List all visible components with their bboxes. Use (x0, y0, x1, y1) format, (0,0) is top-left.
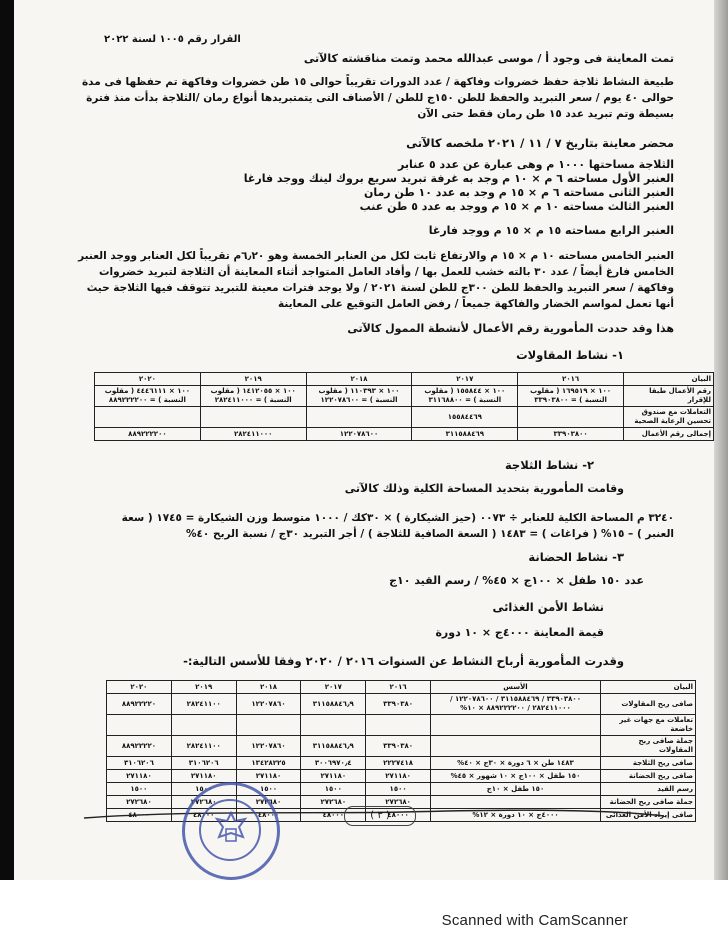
table-cell (306, 407, 412, 428)
decision-reference: القرار رقم ١٠٠٥ لسنة ٢٠٢٢ (104, 34, 241, 45)
table-cell: ٢٧٢٦٨٠ (171, 796, 236, 809)
table-cell: ١٢٢٠٧٨٦٠ (236, 736, 301, 757)
ward-1-line: العنبر الأول مساحته ٦ م × ١٠ م وجد به غرفة تبريد سريع بروك لينك ووجد فارغا (243, 172, 674, 185)
contracting-row (95, 386, 714, 407)
eagle-emblem-icon (209, 807, 253, 851)
table-cell: ١٠٠ × ١٥٥٨٤٤ ( مقلوب النسبة ) = ٣١١٦٨٨٠٠ (412, 386, 518, 407)
table-cell: ١٢٢٠٧٨٦٠ (236, 694, 301, 715)
table-header-cell: ٢٠١٧ (412, 373, 518, 386)
business-volume-intro: هذا وقد حددت المأمورية رقم الأعمال لأنشطة الممول كالآتى (347, 322, 674, 335)
table-cell: ٣١٠٦٢٠٦ (107, 757, 172, 770)
contracting-heading: ١- نشاط المقاولات (516, 348, 624, 362)
table-cell: ١٥٠٠ (107, 783, 172, 796)
table-cell: ٢٧١١٨٠ (171, 770, 236, 783)
table-cell (107, 715, 172, 736)
table-cell (95, 407, 201, 428)
scanner-watermark: Scanned with CamScanner (441, 912, 628, 929)
table-header-cell: البيان (624, 373, 714, 386)
table-cell: رقم الأعمال طبقا للإقرار (624, 386, 714, 407)
food-security-heading: نشاط الأمن الغذائى (492, 600, 604, 614)
activity-description: طبيعة النشاط ثلاجة حفظ خضروات وفاكهة / عدد الدورات تقريباً حوالى ١٥ طن خضروات وفاكهة تم حفظها فى مدة حوالى ٤٠ يوم / سعر التبريد والحفظ للطن ١٥٠ج للطن / الأصناف التى يتمتبريدها أنواع رمان /الثلاجة بدأت منذ فترة بسيطة وتم تبريد عدد ١٥ طن رمان فقط حتى الآن (81, 76, 674, 120)
document-page (14, 0, 714, 880)
table-cell: ٢٨٢٤١١٠٠٠ (200, 428, 306, 441)
table-cell: صافى ربح الحضانة (601, 770, 696, 783)
fridge-heading: ٢- نشاط الثلاجة (504, 458, 594, 472)
table-cell (518, 407, 624, 428)
table-header-cell: ٢٠٢٠ (95, 373, 201, 386)
total-area-intro: وقامت المأمورية بتحديد المساحة الكلية وذلك كالآتى (344, 482, 624, 495)
table-cell: ٣٣٩٠٣٨٠ (366, 694, 431, 715)
table-cell: ٤٨٠٠٠ (236, 809, 301, 822)
table-cell: صافى ربح الثلاجة (601, 757, 696, 770)
table-header-cell: الأسس (431, 681, 601, 694)
table-cell: ٤٨٠٠٠ (301, 809, 366, 822)
table-cell (200, 407, 306, 428)
table-cell: ٣٣٩٠٣٨٠٠ / ٣١١٥٨٨٤٦٩ / ١٢٢٠٧٨٦٠٠ / ٢٨٢٤١١٠٠٠ / ٨٨٩٢٢٢٢٠٠ × ١٠% (431, 694, 601, 715)
table-cell: ٤٨٠٠٠ (171, 809, 236, 822)
table-cell: ٢٧١١٨٠ (236, 770, 301, 783)
table-cell: ١٥٠ طفل × ١٠٠ج × ١٠ شهور × ٤٥% (431, 770, 601, 783)
table-cell: ١٥٠٠ (366, 783, 431, 796)
table-cell: ٣١١٥٨٨٤٦٫٩ (301, 736, 366, 757)
table-cell: ١٠٠ × ٤٤٤٦١١١ ( مقلوب النسبة ) = ٨٨٩٢٢٢٢٠٠ (95, 386, 201, 407)
profit-row (107, 694, 696, 715)
table-cell: ٣١١٥٨٨٤٦٩ (412, 428, 518, 441)
official-stamp (182, 782, 280, 880)
table-cell: ١٤٨٣ طن × ٦ دورة × ٣٠ج × ٤٠% (431, 757, 601, 770)
table-cell: ٢٧١١٨٠ (366, 770, 431, 783)
table-header-cell: ٢٠١٦ (518, 373, 624, 386)
scan-left-border (0, 0, 14, 880)
table-cell: ١٥٠ طفل × ١٠ج (431, 783, 601, 796)
profit-row (107, 736, 696, 757)
table-header-cell: ٢٠١٩ (200, 373, 306, 386)
table-header-cell: ٢٠٢٠ (107, 681, 172, 694)
contracting-row (95, 428, 714, 441)
ward-5-paragraph: العنبر الخامس مساحته ١٠ م × ١٥ م والارتفاع ثابت لكل من العنابر الخمسة وهو ٦٫٢٠م تقريباً لكل العنابر ووجد العنبر الخامس فارغ أيضاً / عدد ٣٠ بالته خشب للعمل بها / وأفاد العامل المتواجد أثناء المعاينة أن الثلاجة لتبريد خضروات وفاكهة / سعر التبريد والحفظ للطن ٣٠٠ج للطن لسنة ٢٠٢١ / ولا يوجد فترات معينة للتبريد تتوقف فيها الثلاجة حيث أنها تعمل لمواسم الخضار والفاكهة جميعاً / رفض العامل التوقيع على المعاينة (78, 250, 674, 310)
table-cell: ١٥٠٠ (236, 783, 301, 796)
scan-right-shadow (714, 0, 728, 880)
fridge-area-line: الثلاجة مساحتها ١٠٠٠ م وهى عبارة عن عدد ٥ عنابر (398, 158, 674, 171)
table-cell: ٢٨٢٤١١٠٠ (171, 736, 236, 757)
profit-row (107, 783, 696, 796)
inspection-report-heading: محضر معاينة بتاريخ ٧ / ١١ / ٢٠٢١ ملخصه كالآتى (406, 136, 674, 150)
table-cell: ٢٢٢٧٤١٨ (366, 757, 431, 770)
table-cell: ٤٨٠٠٠ (366, 809, 431, 822)
ward-4-line: العنبر الرابع مساحته ١٥ م × ١٥ م ووجد فارغا (428, 224, 674, 237)
page-number: ( ٣ ) (344, 806, 416, 826)
table-cell: صافى إيراد الأمن الغذائى (601, 809, 696, 822)
ward-3-line: العنبر الثالث مساحته ١٠ م × ١٥ م ووجد به عدد ٥ طن عنب (359, 200, 674, 213)
table-cell: ٢٧٢٦٨٠ (366, 796, 431, 809)
contracting-table (94, 372, 714, 441)
table-header-cell: ٢٠١٦ (366, 681, 431, 694)
table-cell: ٢٧٢٦٨٠ (107, 796, 172, 809)
table-cell: ٢٨٢٤١١٠٠ (171, 694, 236, 715)
nursery-calculation: عدد ١٥٠ طفل × ١٠٠ج × ٤٥% / رسم القيد ١٠ج (389, 574, 644, 587)
table-header-cell: ٢٠١٩ (171, 681, 236, 694)
table-cell: ٨٨٩٢٢٢٢٠ (107, 694, 172, 715)
table-header-cell: البيان (601, 681, 696, 694)
table-cell (301, 715, 366, 736)
profit-row (107, 715, 696, 736)
nursery-heading: ٣- نشاط الحضانة (528, 550, 624, 564)
table-cell: التعاملات مع صندوق تحسين الرعاية الصحية (624, 407, 714, 428)
profit-estimation-intro: وقدرت المأمورية أرباح النشاط عن السنوات ٢٠١٦ / ٢٠٢٠ وفقا للأسس التالية:- (183, 654, 624, 668)
table-cell: ٢٧٢٦٨٠ (301, 796, 366, 809)
table-cell: إجمالى رقم الأعمال (624, 428, 714, 441)
table-cell: جملة صافى ربح المقاولات (601, 736, 696, 757)
table-cell: ٣٣٩٠٣٨٠٠ (518, 428, 624, 441)
table-cell: ٤٨٠٠٠ (107, 809, 172, 822)
table-cell: تعاملات مع جهات غير خاضعة (601, 715, 696, 736)
table-cell (431, 715, 601, 736)
inspection-value-line: قيمة المعاينة ٤٠٠٠ج × ١٠ دورة (435, 626, 604, 639)
table-header-cell: ٢٠١٧ (301, 681, 366, 694)
table-header-cell: ٢٠١٨ (236, 681, 301, 694)
table-cell: ٢٧١١٨٠ (107, 770, 172, 783)
table-cell: ١٠٠ × ١٤١٢٠٥٥ ( مقلوب النسبة ) = ٢٨٢٤١١٠٠٠ (200, 386, 306, 407)
table-cell: ١٥٥٨٤٤٦٩ (412, 407, 518, 428)
table-cell: ١٠٠ × ١١٠٣٩٣ ( مقلوب النسبة ) = ١٢٢٠٧٨٦٠٠ (306, 386, 412, 407)
table-cell: ٢٧٢٦٨٠ (236, 796, 301, 809)
ward-2-line: العنبر الثانى مساحته ٦ م × ١٥ م وجد به عدد ١٠ طن رمان (363, 186, 674, 199)
table-cell (171, 715, 236, 736)
table-cell: صافى ربح المقاولات (601, 694, 696, 715)
table-cell: ١٠٠ × ١٦٩٥١٩ ( مقلوب النسبة ) = ٣٣٩٠٣٨٠٠ (518, 386, 624, 407)
inspection-intro: تمت المعاينة فى وجود أ / موسى عبدالله محمد وتمت مناقشته كالآتى (303, 52, 674, 65)
table-cell: ٣٣٩٠٣٨٠ (366, 736, 431, 757)
profit-row (107, 770, 696, 783)
table-cell (366, 715, 431, 736)
table-cell: ٤٠٠٠ج × ١٠ دورة × ١٢% (431, 809, 601, 822)
table-cell: ١٢٢٠٧٨٦٠٠ (306, 428, 412, 441)
table-header-row (95, 373, 714, 386)
table-header-cell: ٢٠١٨ (306, 373, 412, 386)
table-cell: ٣٠٠٦٩٧٠٫٤ (301, 757, 366, 770)
table-cell: ١٣٤٢٨٢٢٥ (236, 757, 301, 770)
profit-row (107, 757, 696, 770)
table-header-row (107, 681, 696, 694)
contracting-row (95, 407, 714, 428)
table-cell: ٢٧١١٨٠ (301, 770, 366, 783)
table-cell: ٣١١٥٨٨٤٦٫٩ (301, 694, 366, 715)
table-cell: ١٥٠٠ (171, 783, 236, 796)
table-cell: ٨٨٩٢٢٢٢٠ (107, 736, 172, 757)
table-cell (431, 736, 601, 757)
capacity-calculation: ٣٢٤٠ م المساحة الكلية للعنابر ÷ ٠٠٧٣ (حيز الشيكارة ) × ٣٠كك / ١٠٠٠ متوسط وزن الشيكارة = ١٧٤٥ ( سعة العنبر ) – ١٥% ( فراغات ) = ١٤٨٣ ( السعة الصافية للثلاجة ) / أجر التبريد ٣٠ج / نسبة الربح ٤٠% (121, 512, 674, 540)
table-cell (236, 715, 301, 736)
table-cell: رسم القيد (601, 783, 696, 796)
table-cell: ١٥٠٠ (301, 783, 366, 796)
table-cell: ٨٨٩٢٢٢٢٠٠ (95, 428, 201, 441)
table-cell: جملة صافى ربح الحضانة (601, 796, 696, 809)
table-cell: ٣١٠٦٢٠٦ (171, 757, 236, 770)
